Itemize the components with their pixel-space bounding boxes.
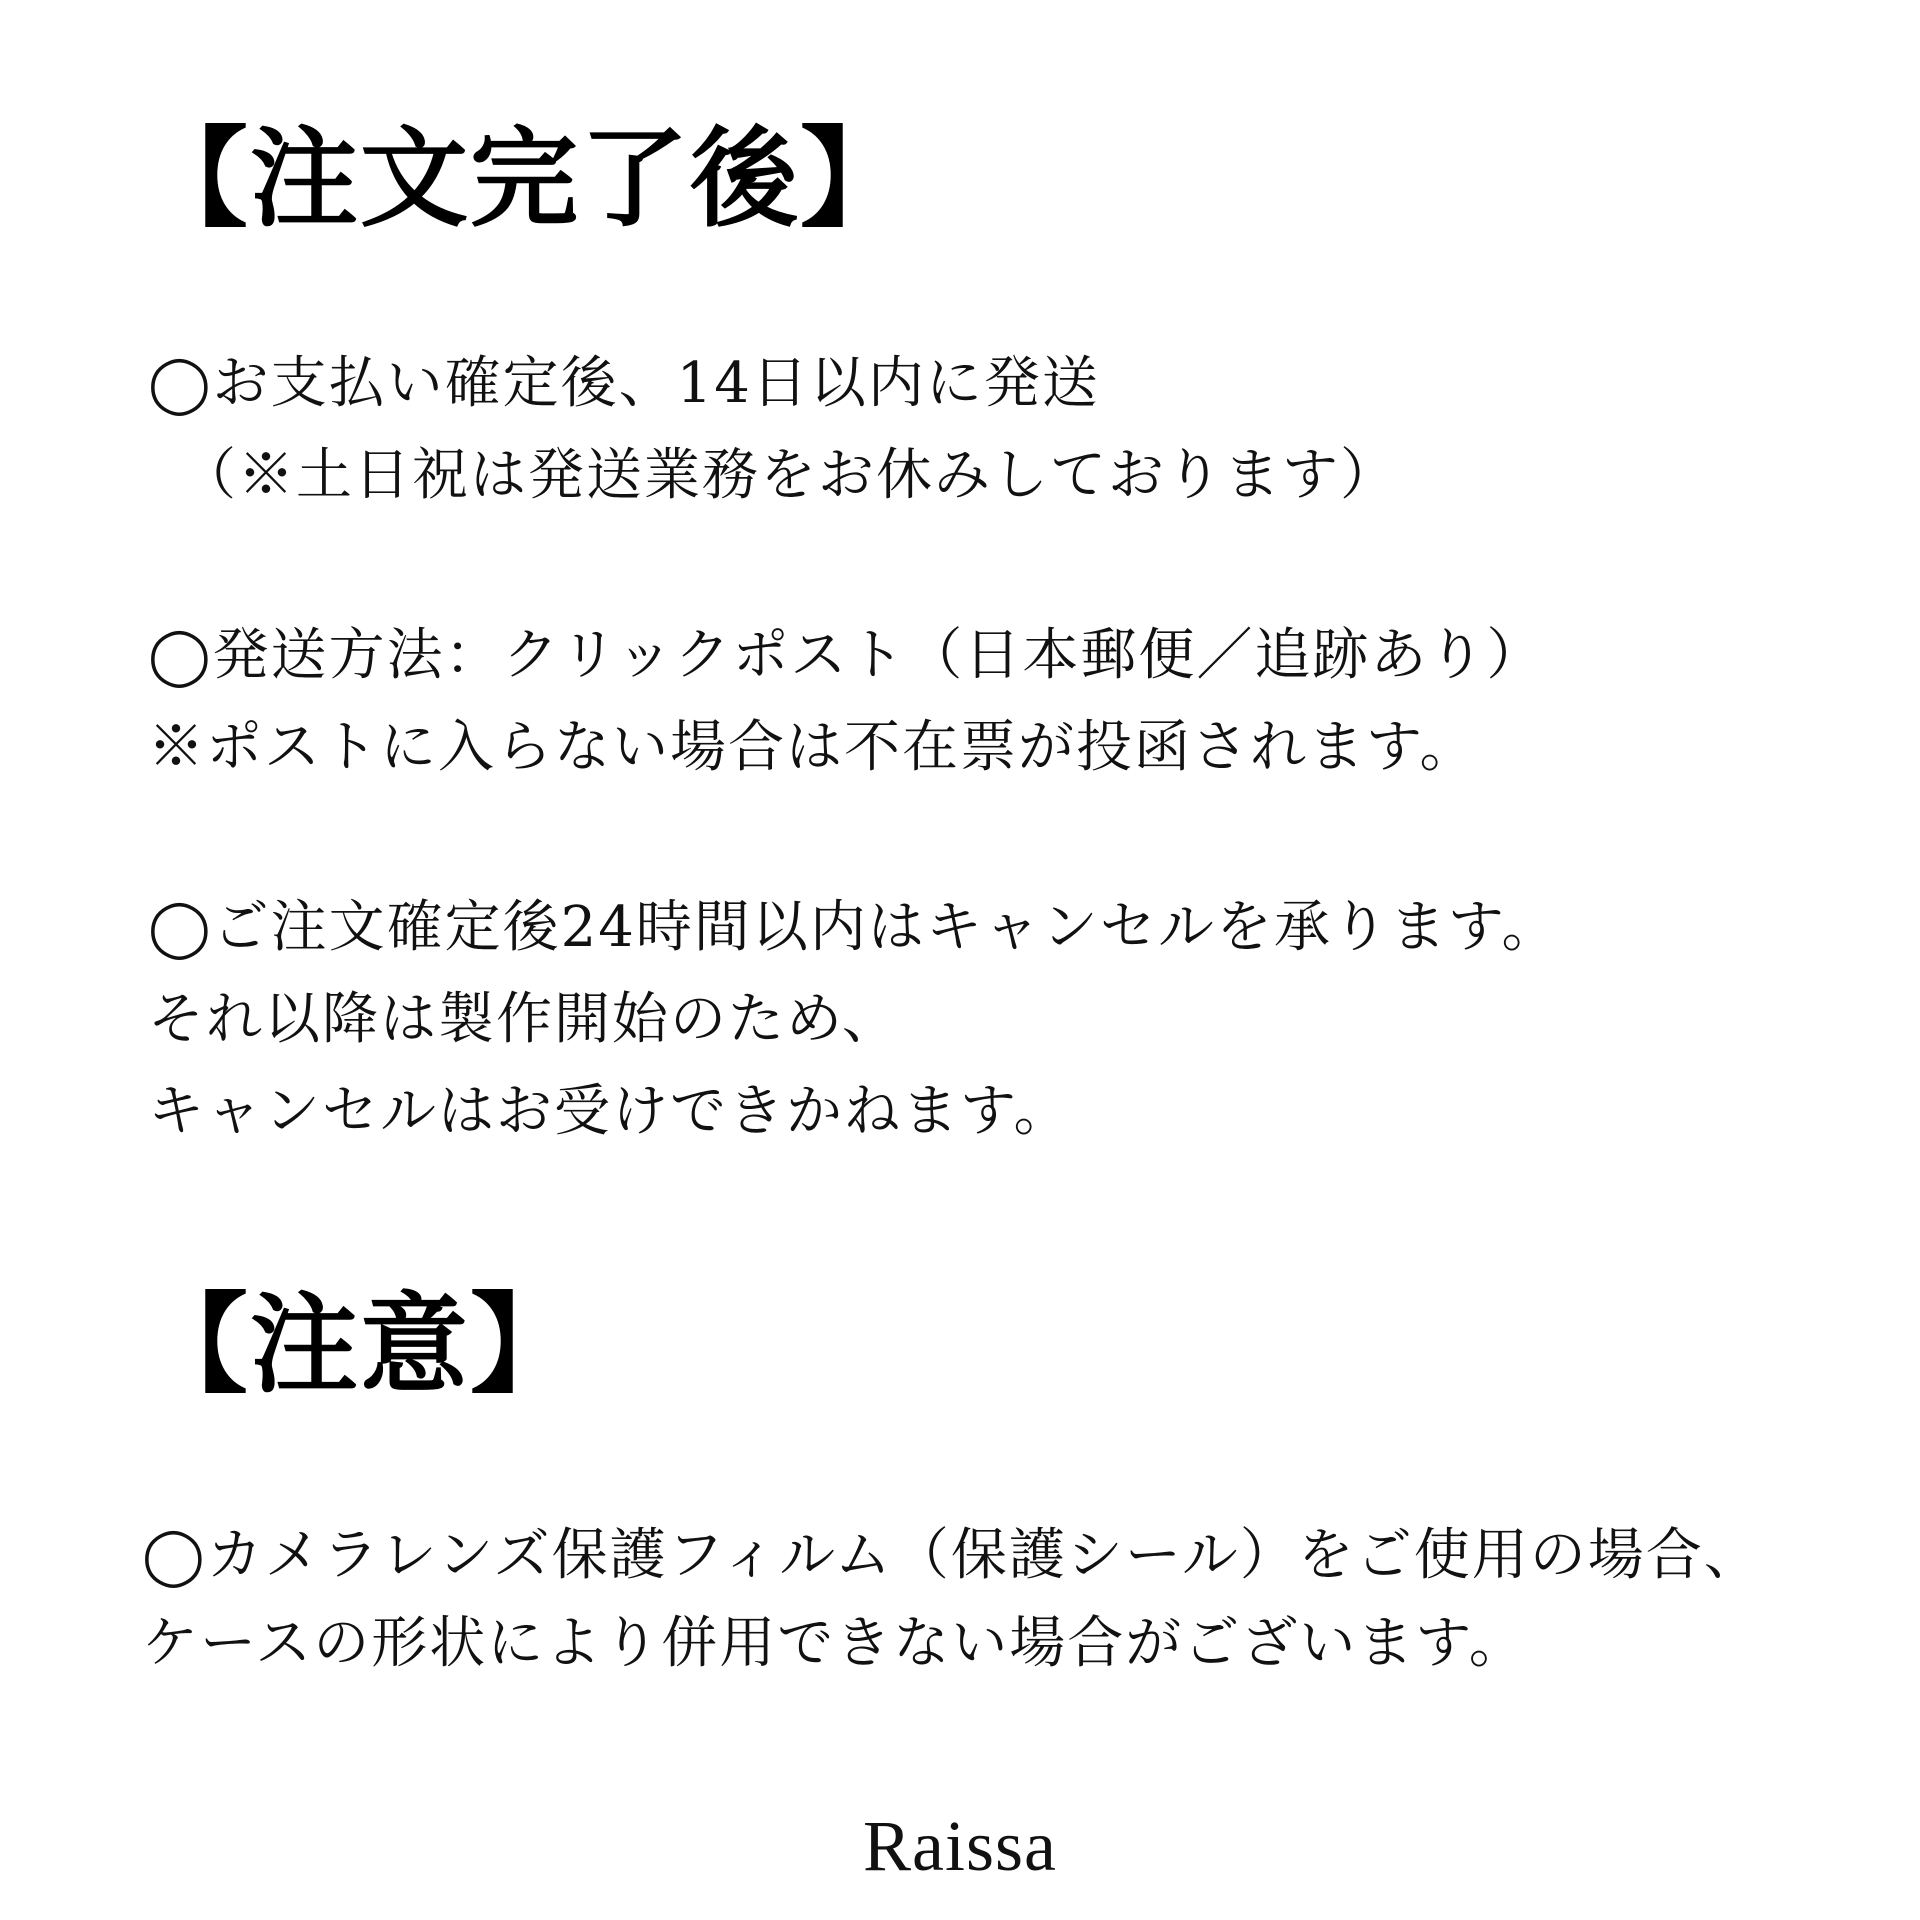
heading-caution: 【注意】 <box>140 1283 581 1408</box>
cancel-policy-line: ◯ご注文確定後24時間以内はキャンセルを承ります。 <box>148 895 1560 960</box>
production-note-line: それ以降は製作開始のため、 <box>148 987 900 1052</box>
heading-after-order: 【注文完了後】 <box>140 117 911 242</box>
payment-shipping-line: ◯お支払い確定後、14日以内に発送 <box>148 351 1100 416</box>
mailbox-note-line: ※ポストに入らない場合は不在票が投函されます。 <box>148 715 1478 780</box>
compatibility-note-line: ケースの形状により併用できない場合がございます。 <box>142 1611 1527 1676</box>
no-cancel-line: キャンセルはお受けできかねます。 <box>148 1079 1072 1144</box>
lens-film-line: ◯カメラレンズ保護フィルム（保護シール）をご使用の場合、 <box>142 1523 1762 1588</box>
shipping-method-line: ◯発送方法：クリックポスト（日本郵便／追跡あり） <box>148 623 1545 688</box>
weekend-note-line: （※土日祝は発送業務をお休みしております） <box>180 443 1398 508</box>
brand-name: Raissa <box>863 1806 1057 1886</box>
